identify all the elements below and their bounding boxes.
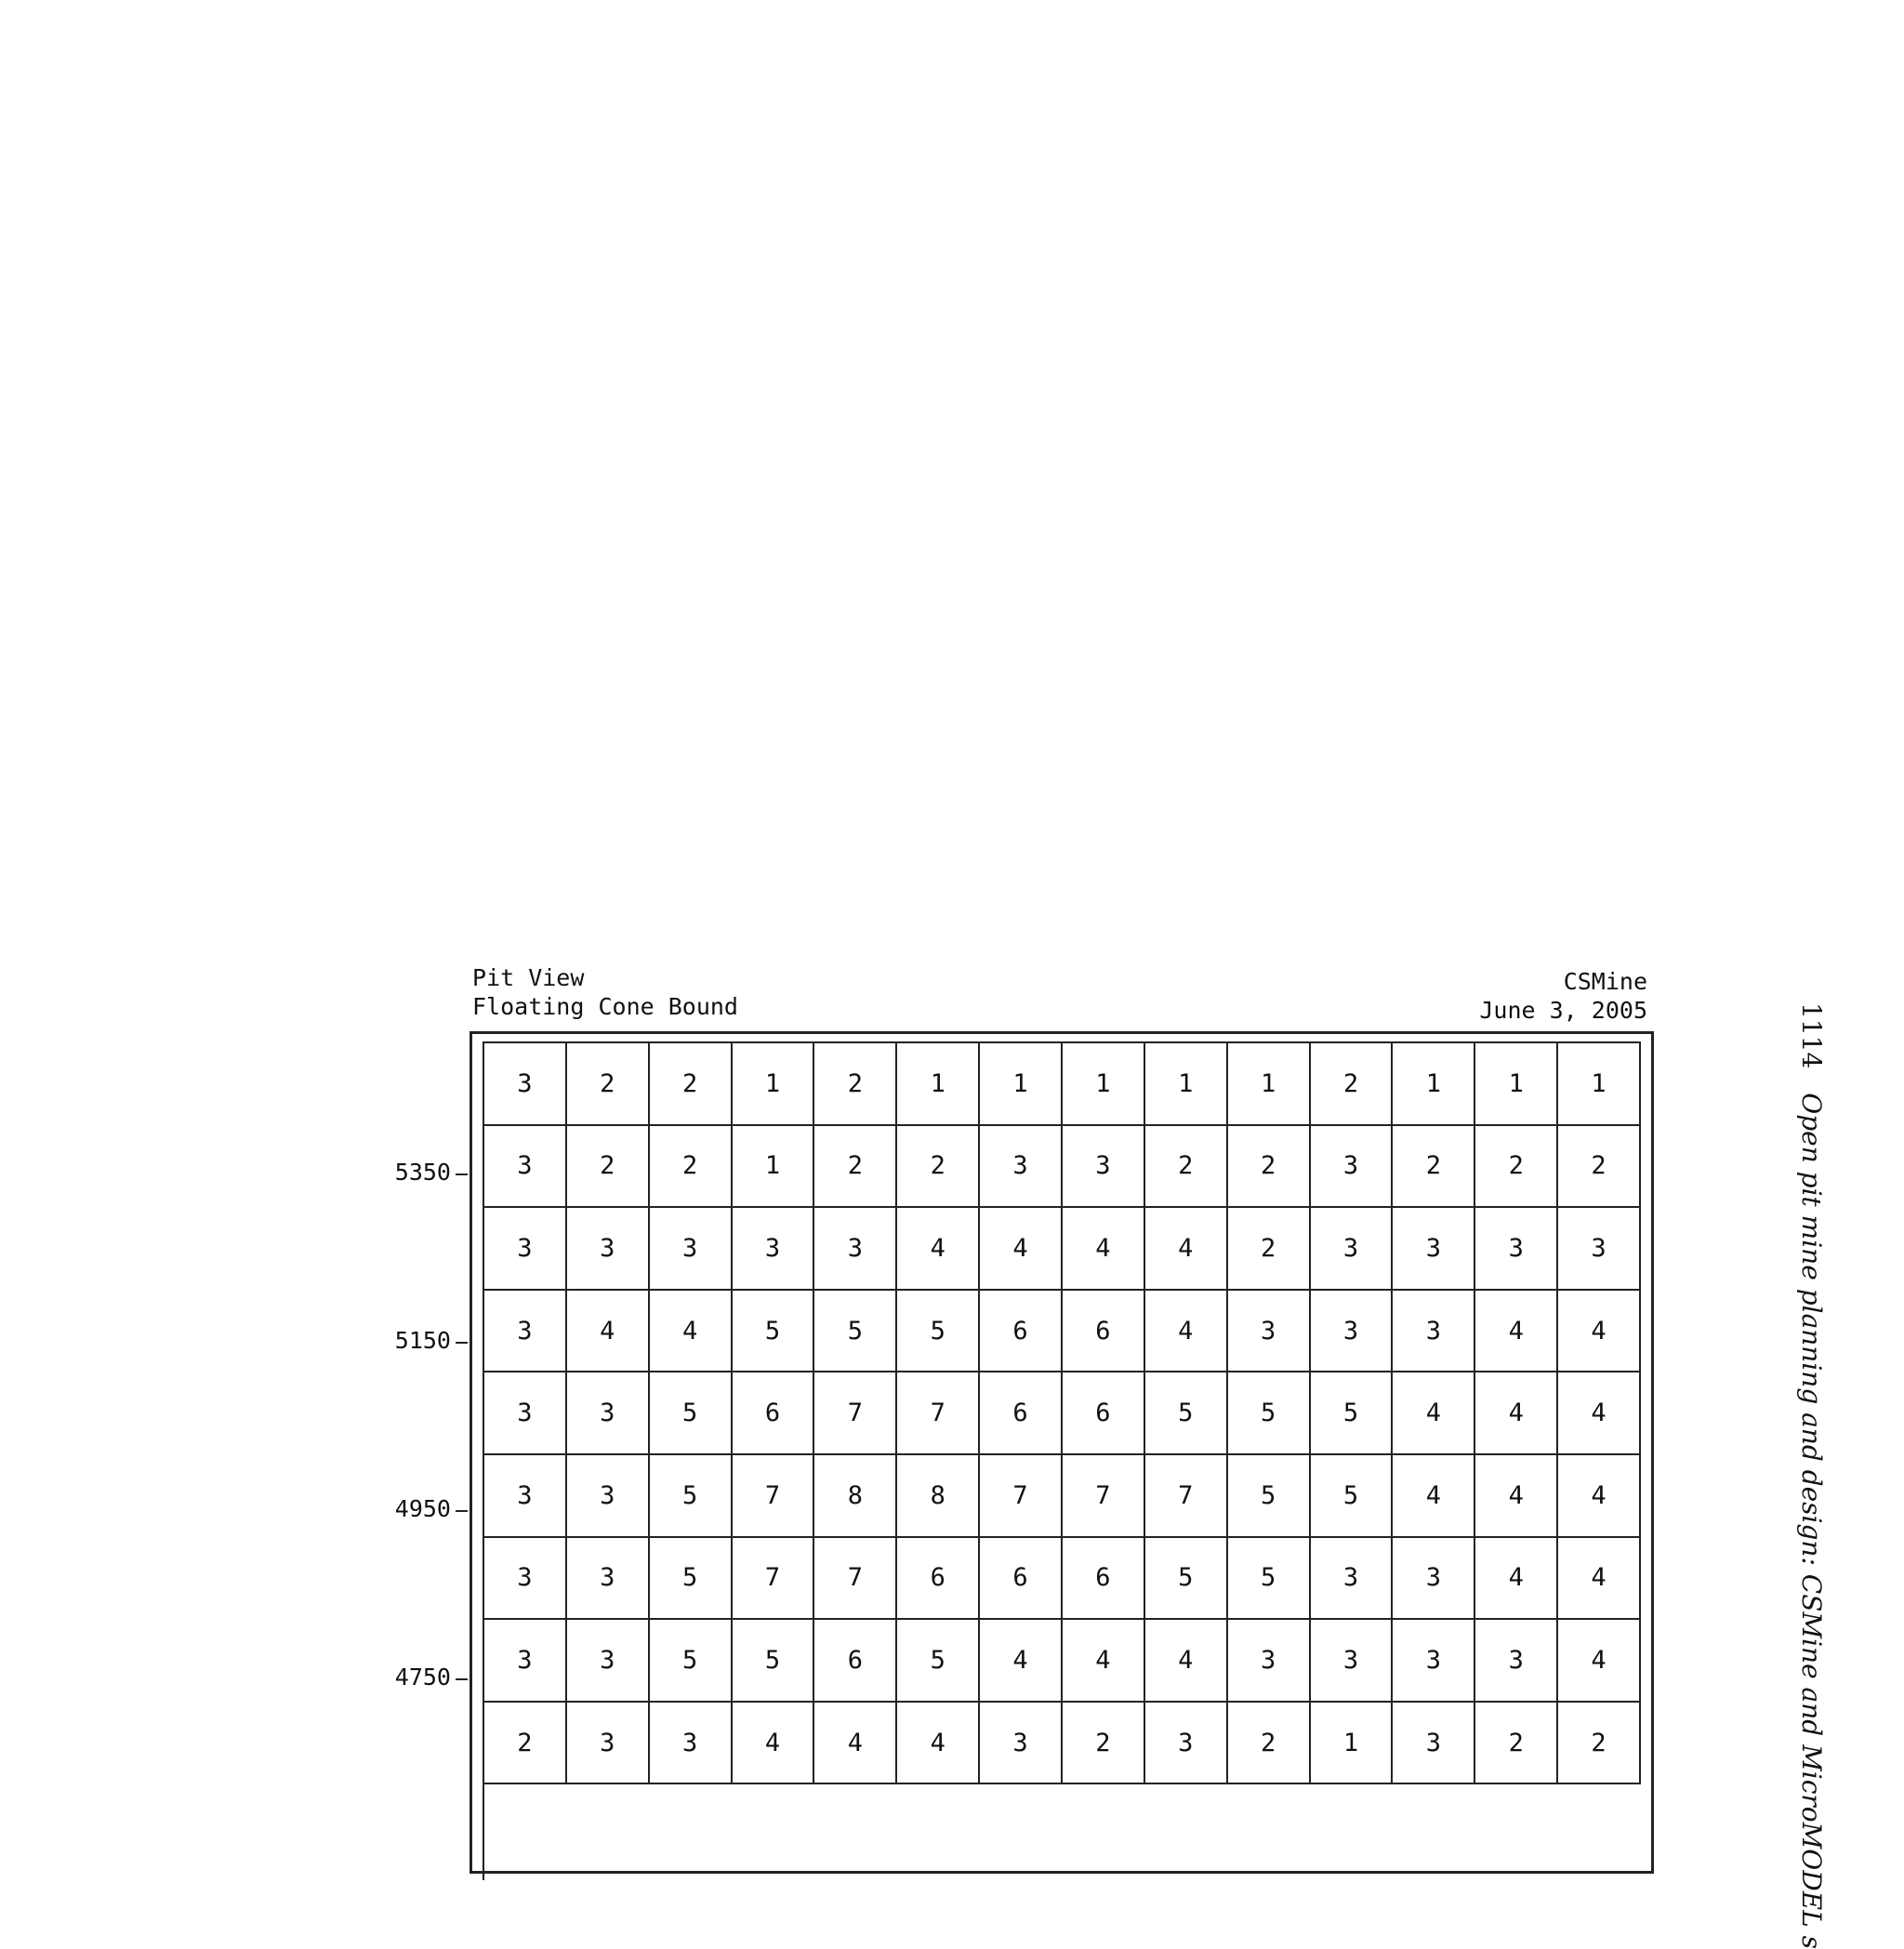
grid-cell: 4 [980,1208,1063,1291]
grid-cell: 5 [733,1620,815,1703]
grid-cell: 4 [650,1291,733,1373]
grid-cell: 1 [1393,1043,1475,1126]
grid-cell: 3 [567,1208,650,1291]
grid-cell: 5 [1228,1455,1311,1538]
grid-cell: 3 [567,1455,650,1538]
running-title: Open pit mine planning and design: CSMine and MicroMODEL s [1796,1093,1827,1949]
grid-cell: 4 [1558,1455,1641,1538]
grid-cell: 5 [1145,1372,1228,1455]
grid-cell: 4 [1145,1291,1228,1373]
grid-cell: 2 [567,1043,650,1126]
grid-cell: 3 [1311,1538,1394,1621]
grid-cell: 3 [567,1620,650,1703]
grid-cell: 2 [1475,1703,1558,1785]
header-left [472,963,738,1021]
grid-cell: 6 [733,1372,815,1455]
grid-cell: 3 [1393,1703,1475,1785]
grid-cell: 2 [1311,1043,1394,1126]
grid-cell: 6 [1063,1538,1145,1621]
grid-cell: 6 [980,1291,1063,1373]
grid-cell: 3 [1393,1538,1475,1621]
grid-cell: 4 [1558,1372,1641,1455]
grid-cell: 5 [1311,1372,1394,1455]
grid-cell: 8 [814,1455,897,1538]
grid-cell: 1 [1311,1703,1394,1785]
grid-cell: 7 [814,1372,897,1455]
grid-cell: 5 [1145,1538,1228,1621]
grid-cell: 3 [1393,1208,1475,1291]
grid-cell: 5 [1311,1455,1394,1538]
grid-cell: 4 [1475,1455,1558,1538]
grid-cell: 4 [733,1703,815,1785]
grid-cell: 1 [733,1126,815,1209]
grid-cell: 2 [650,1126,733,1209]
grid-cell: 3 [567,1538,650,1621]
grid-cell: 7 [897,1372,980,1455]
grid-cell: 4 [814,1703,897,1785]
grid-cell: 2 [1228,1703,1311,1785]
grid-cell: 3 [1311,1126,1394,1209]
grid-cell: 4 [1393,1372,1475,1455]
y-tick-label: 5150 [394,1327,451,1354]
y-tick-label: 5350 [394,1159,451,1186]
grid-cell: 3 [484,1043,567,1126]
grid-cell: 3 [1063,1126,1145,1209]
grid-cell: 7 [1063,1455,1145,1538]
grid-cell: 3 [1228,1291,1311,1373]
grid-cell: 4 [1558,1620,1641,1703]
grid-cell: 4 [1145,1208,1228,1291]
grid-cell: 4 [1393,1455,1475,1538]
grid-cell: 3 [1145,1703,1228,1785]
grid-cell: 3 [1475,1208,1558,1291]
grid-cell: 2 [1145,1126,1228,1209]
grid-cell: 4 [567,1291,650,1373]
grid-cell: 3 [650,1208,733,1291]
grid-cell: 1 [1558,1043,1641,1126]
grid-cell: 5 [1228,1372,1311,1455]
grid-cell: 2 [1228,1208,1311,1291]
grid-cell: 3 [1311,1291,1394,1373]
grid-cell: 3 [980,1703,1063,1785]
grid-cell: 7 [1145,1455,1228,1538]
grid-cell: 1 [980,1043,1063,1126]
grid-cell: 3 [484,1455,567,1538]
grid-cell: 1 [733,1043,815,1126]
grid-cell: 3 [484,1372,567,1455]
grid-cell: 5 [650,1538,733,1621]
grid-cell: 4 [1475,1538,1558,1621]
grid-cell: 5 [897,1291,980,1373]
grid-cell: 3 [1311,1620,1394,1703]
grid-cell: 3 [1475,1620,1558,1703]
header-right [1479,967,1647,1025]
grid-cell: 2 [814,1043,897,1126]
grid-cell: 5 [897,1620,980,1703]
grid-cell: 3 [484,1291,567,1373]
y-tick-label: 4750 [394,1664,451,1690]
grid-cell: 1 [1228,1043,1311,1126]
grid-cell: 3 [733,1208,815,1291]
grid-cell: 3 [1393,1620,1475,1703]
grid-cell: 1 [1063,1043,1145,1126]
grid-cell: 2 [814,1126,897,1209]
grid-cell: 6 [980,1538,1063,1621]
grid-cell: 3 [1228,1620,1311,1703]
grid-cell: 1 [897,1043,980,1126]
grid-cell: 5 [650,1620,733,1703]
grid-cell: 5 [650,1455,733,1538]
grid-cell: 1 [1145,1043,1228,1126]
grid-cell: 4 [1145,1620,1228,1703]
grid-cell: 2 [1228,1126,1311,1209]
grid-cell: 3 [1311,1208,1394,1291]
header-subtitle: Floating Cone Bound [472,993,738,1020]
grid-cell: 3 [814,1208,897,1291]
block-grid [483,1041,1641,1880]
grid-cell: 7 [814,1538,897,1621]
header-date: June 3, 2005 [1479,997,1647,1024]
grid-cell: 5 [733,1291,815,1373]
grid-cell: 4 [897,1703,980,1785]
grid-cell: 2 [484,1703,567,1785]
grid-cell: 3 [484,1538,567,1621]
grid-cell: 2 [650,1043,733,1126]
grid-cell: 3 [980,1126,1063,1209]
grid-cell: 7 [733,1538,815,1621]
grid-cell: 6 [1063,1291,1145,1373]
grid-cell: 4 [897,1208,980,1291]
grid-cell: 5 [1228,1538,1311,1621]
grid-cell: 4 [1475,1291,1558,1373]
grid-cell: 2 [1558,1703,1641,1785]
grid-cell: 7 [980,1455,1063,1538]
grid-cell: 4 [1063,1620,1145,1703]
grid-cell: 2 [567,1126,650,1209]
grid-cell: 4 [1063,1208,1145,1291]
grid-cell: 6 [980,1372,1063,1455]
grid-cell: 3 [484,1126,567,1209]
grid-cell: 6 [814,1620,897,1703]
grid-cell: 3 [567,1703,650,1785]
grid-cell: 4 [1558,1291,1641,1373]
grid-cell: 6 [897,1538,980,1621]
header-title: Pit View [472,964,585,991]
grid-cell: 7 [733,1455,815,1538]
grid-cell: 2 [1063,1703,1145,1785]
grid-cell: 2 [897,1126,980,1209]
grid-cell: 3 [1558,1208,1641,1291]
grid-cell: 3 [484,1620,567,1703]
y-tick-label: 4950 [394,1495,451,1522]
grid-cell: 6 [1063,1372,1145,1455]
grid-cell: 1 [1475,1043,1558,1126]
grid-cell: 3 [484,1208,567,1291]
grid-cell: 3 [567,1372,650,1455]
grid-cell: 4 [980,1620,1063,1703]
grid-cell: 2 [1475,1126,1558,1209]
grid-cell: 3 [650,1703,733,1785]
side-caption [1796,1002,1827,1949]
header-app-name: CSMine [1563,968,1647,995]
page-number: 1114 [1796,1002,1827,1069]
grid-cell: 3 [1393,1291,1475,1373]
grid-cell: 5 [650,1372,733,1455]
grid-cell: 2 [1558,1126,1641,1209]
grid-cell: 5 [814,1291,897,1373]
grid-cell: 8 [897,1455,980,1538]
grid-cell: 4 [1475,1372,1558,1455]
grid-cell: 4 [1558,1538,1641,1621]
grid-cell: 2 [1393,1126,1475,1209]
